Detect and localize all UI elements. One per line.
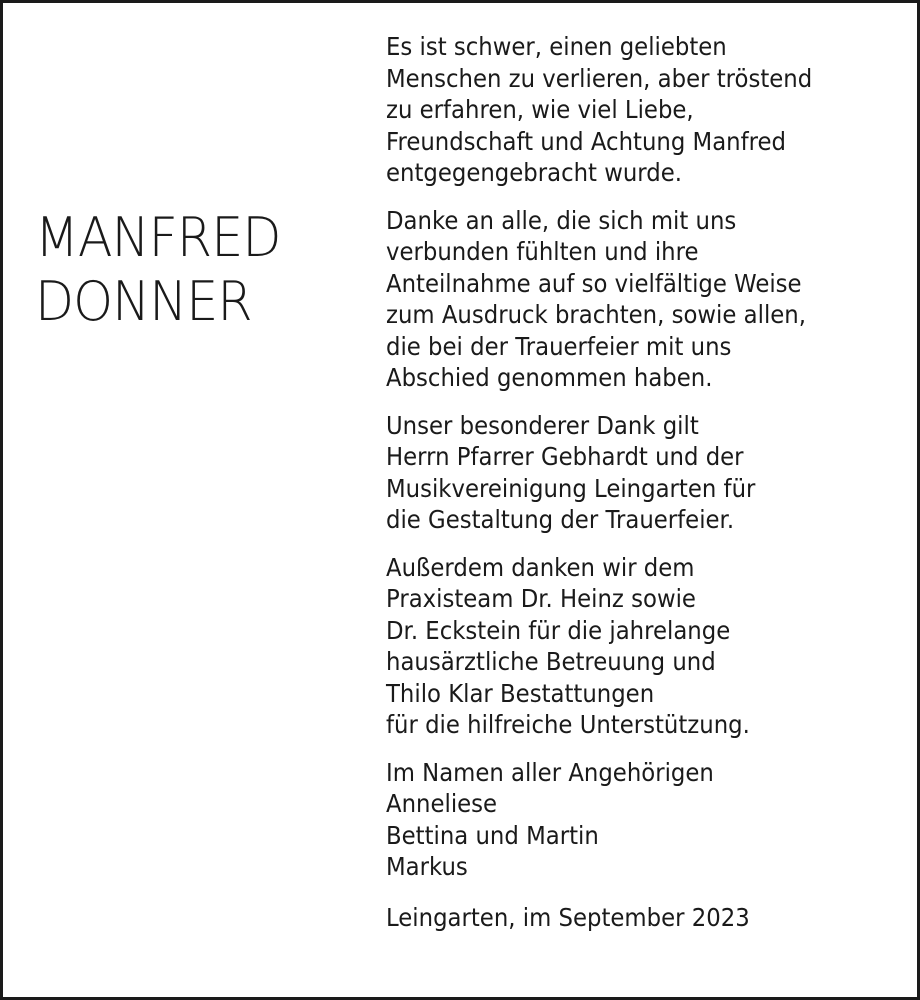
- text-line: Freundschaft und Achtung Manfred: [386, 126, 786, 156]
- paragraph-thanks: [386, 205, 916, 394]
- text-line: Musikvereinigung Leingarten für: [386, 473, 756, 503]
- family-signature: [386, 757, 916, 883]
- text-line: Herrn Pfarrer Gebhardt und der: [386, 442, 744, 471]
- thank-you-text: [386, 31, 916, 949]
- place-date: [386, 902, 916, 934]
- text-line: für die hilfreiche Unterstützung.: [386, 710, 750, 739]
- paragraph-intro: [386, 31, 916, 189]
- first-name: MANFRED: [35, 206, 281, 269]
- text-line: zu erfahren, wie viel Liebe,: [386, 95, 694, 124]
- signature-line: Anneliese: [386, 789, 498, 818]
- text-line: Anteilnahme auf so vielfältige Weise: [386, 268, 802, 298]
- text-line: Abschied genommen haben.: [386, 363, 713, 392]
- text-line: hausärztliche Betreuung und: [386, 647, 716, 676]
- paragraph-special-thanks: [386, 410, 916, 536]
- text-line: Unser besonderer Dank gilt: [386, 410, 699, 440]
- text-line: Danke an alle, die sich mit uns: [386, 205, 737, 235]
- text-line: Dr. Eckstein für die jahrelange: [386, 615, 731, 645]
- signature-line: Bettina und Martin: [386, 820, 599, 850]
- signature-line: Im Namen aller Angehörigen: [386, 757, 714, 787]
- text-line: entgegengebracht wurde.: [386, 158, 682, 187]
- deceased-name: [35, 206, 355, 334]
- text-line: die bei der Trauerfeier mit uns: [386, 331, 732, 361]
- text-line: verbunden fühlten und ihre: [386, 237, 699, 266]
- paragraph-additional-thanks: [386, 552, 916, 741]
- place-date-line: Leingarten, im September 2023: [386, 902, 750, 932]
- text-line: Außerdem danken wir dem: [386, 552, 695, 582]
- text-line: Praxisteam Dr. Heinz sowie: [386, 584, 696, 613]
- last-name: DONNER: [35, 270, 252, 333]
- text-line: die Gestaltung der Trauerfeier.: [386, 505, 735, 534]
- text-line: Es ist schwer, einen geliebten: [386, 32, 727, 61]
- text-line: Menschen zu verlieren, aber tröstend: [386, 63, 813, 93]
- text-line: zum Ausdruck brachten, sowie allen,: [386, 300, 806, 329]
- signature-line: Markus: [386, 852, 468, 881]
- text-line: Thilo Klar Bestattungen: [386, 678, 655, 708]
